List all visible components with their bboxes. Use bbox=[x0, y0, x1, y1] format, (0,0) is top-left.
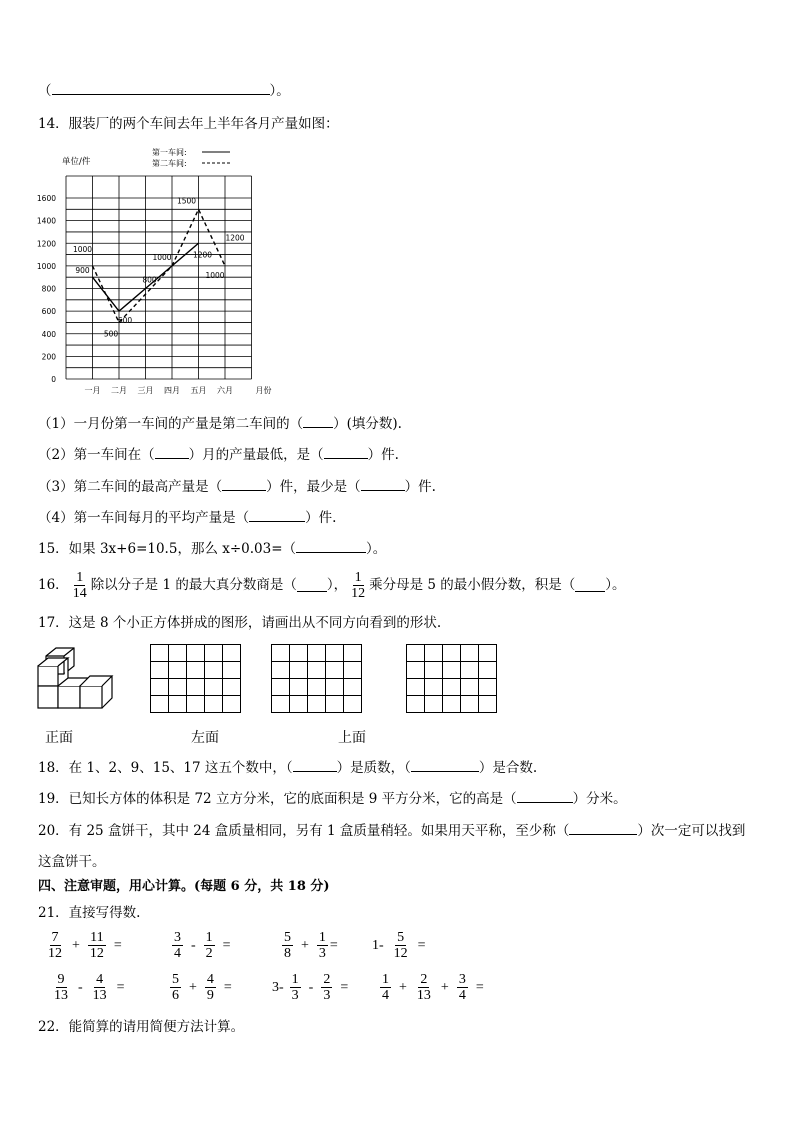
q19-blank[interactable] bbox=[517, 790, 573, 803]
q19: 19．已知长方体的体积是 72 立方分米，它的底面积是 9 平方分米，它的高是（ ）分米。 bbox=[38, 791, 627, 807]
q21-expr-3: $\frac{5}{8}$ + $\frac{1}{3}$ = bbox=[284, 930, 338, 961]
q22-title: 22．能简算的请用简便方法计算。 bbox=[38, 1019, 245, 1035]
y-tick-label: 1400 bbox=[36, 216, 56, 226]
data-label: 1000 bbox=[152, 252, 172, 262]
q21-expr-4: 1- $\frac{5}{12}$ = bbox=[372, 930, 426, 961]
label-front: 正面 bbox=[45, 730, 73, 746]
x-tick-label: 五月 bbox=[190, 386, 207, 395]
x-tick-label: 三月 bbox=[137, 386, 154, 395]
data-label: 500 bbox=[103, 329, 119, 339]
q17-title: 17．这是 8 个小正方体拼成的图形，请画出从不同方向看到的形状. bbox=[38, 615, 442, 631]
q21-expr-6: $\frac{5}{6}$ + $\frac{4}{9}$ = bbox=[172, 972, 232, 1003]
q14-sub1-blank[interactable] bbox=[303, 415, 333, 428]
x-tick-label: 一月 bbox=[84, 386, 101, 395]
q16: 16． $\frac{1}{14}$ 除以分子是 1 的最大真分数商是（ ）， $\frac{1}{12}$ 乘分母是 5 的最小假分数，积是（ ）。 bbox=[38, 569, 626, 601]
q16-fraction-1: $\frac{1}{14}$ bbox=[72, 569, 87, 601]
legend-label: 第一车间: bbox=[152, 148, 187, 157]
y-axis-label: 单位/件 bbox=[62, 157, 91, 167]
q16-blank2[interactable] bbox=[575, 579, 605, 592]
x-tick-label: 二月 bbox=[111, 386, 127, 395]
q15: 15．如果 3x+6=10.5，那么 x÷0.03=（ ）。 bbox=[38, 541, 387, 557]
y-tick-label: 400 bbox=[41, 329, 56, 339]
q14-title: 14．服装厂的两个车间去年上半年各月产量如图： bbox=[38, 116, 339, 132]
q18-blank1[interactable] bbox=[293, 759, 337, 772]
q16-fraction-2: $\frac{1}{12}$ bbox=[351, 569, 366, 601]
grid-left-view[interactable] bbox=[271, 644, 362, 713]
q21-title: 21．直接写得数. bbox=[38, 905, 141, 921]
cube-stack-figure bbox=[36, 646, 128, 716]
data-label: 600 bbox=[117, 316, 133, 326]
label-top: 上面 bbox=[338, 730, 366, 746]
data-label: 1200 bbox=[192, 250, 213, 260]
q14-sub1: （1）一月份第一车间的产量是第二车间的（ ）(填分数). bbox=[38, 416, 402, 432]
q20: 20．有 25 盒饼干，其中 24 盒质量相同，另有 1 盒质量稍轻。如果用天平称，至少称（ ）次一定可以找到 bbox=[38, 823, 746, 839]
q20-cont: 这盒饼干。 bbox=[38, 854, 106, 870]
data-label: 800 bbox=[142, 275, 157, 285]
q15-blank[interactable] bbox=[296, 540, 366, 553]
legend-label: 第二车间: bbox=[152, 159, 187, 168]
y-tick-label: 800 bbox=[41, 284, 56, 294]
y-tick-label: 1200 bbox=[36, 239, 56, 249]
q21-expr-5: $\frac{9}{13}$ - $\frac{4}{13}$ = bbox=[54, 972, 125, 1003]
q18-blank2[interactable] bbox=[411, 759, 479, 772]
q16-blank1[interactable] bbox=[297, 579, 327, 592]
data-label: 900 bbox=[75, 266, 90, 276]
q14-sub2-blank1[interactable] bbox=[155, 446, 189, 459]
data-label-extra: 1200 bbox=[225, 233, 245, 243]
label-left: 左面 bbox=[191, 730, 219, 746]
q21-expr-2: $\frac{3}{4}$ - $\frac{1}{2}$ = bbox=[174, 930, 231, 961]
q13-blank[interactable] bbox=[52, 82, 270, 95]
q13-answer-line: （ ）。 bbox=[38, 83, 290, 99]
q18: 18．在 1、2、9、15、17 这五个数中，（ ）是质数，（ ）是合数. bbox=[38, 760, 538, 776]
q14-sub2-blank2[interactable] bbox=[324, 446, 368, 459]
grid-top-view[interactable] bbox=[406, 644, 497, 713]
data-label: 1000 bbox=[72, 244, 93, 254]
q14-sub4: （4）第一车间每月的平均产量是（ ）件. bbox=[38, 510, 337, 526]
q14-sub4-blank[interactable] bbox=[249, 509, 305, 522]
y-tick-label: 1000 bbox=[36, 261, 56, 271]
q14-sub3-blank2[interactable] bbox=[361, 478, 405, 491]
q21-expr-8: $\frac{1}{4}$ + $\frac{2}{13}$ + $\frac{3}{4}$ = bbox=[382, 972, 484, 1003]
q21-expr-7: 3- $\frac{1}{3}$ - $\frac{2}{3}$ = bbox=[272, 972, 349, 1003]
q14-sub2: （2）第一车间在（ ）月的产量最低，是（ ）件. bbox=[38, 447, 399, 463]
production-line-chart bbox=[30, 143, 290, 403]
section4-title: 四、注意审题，用心计算。(每题 6 分，共 18 分) bbox=[38, 879, 330, 894]
x-axis-label: 月份 bbox=[255, 386, 272, 395]
x-tick-label: 六月 bbox=[217, 386, 233, 395]
data-label: 1000 bbox=[205, 270, 225, 280]
y-tick-label: 1600 bbox=[36, 194, 56, 203]
q20-blank[interactable] bbox=[569, 822, 637, 835]
x-tick-label: 四月 bbox=[164, 386, 180, 395]
y-tick-label: 200 bbox=[41, 352, 56, 362]
y-tick-label: 600 bbox=[41, 307, 56, 317]
data-label: 1500 bbox=[176, 196, 197, 206]
q14-sub3: （3）第二车间的最高产量是（ ）件，最少是（ ）件. bbox=[38, 479, 436, 495]
grid-front-view[interactable] bbox=[150, 644, 241, 713]
q21-expr-1: $\frac{7}{12}$ + $\frac{11}{12}$ = bbox=[48, 930, 122, 961]
y-tick-label: 0 bbox=[51, 375, 56, 384]
q14-sub3-blank1[interactable] bbox=[222, 478, 266, 491]
